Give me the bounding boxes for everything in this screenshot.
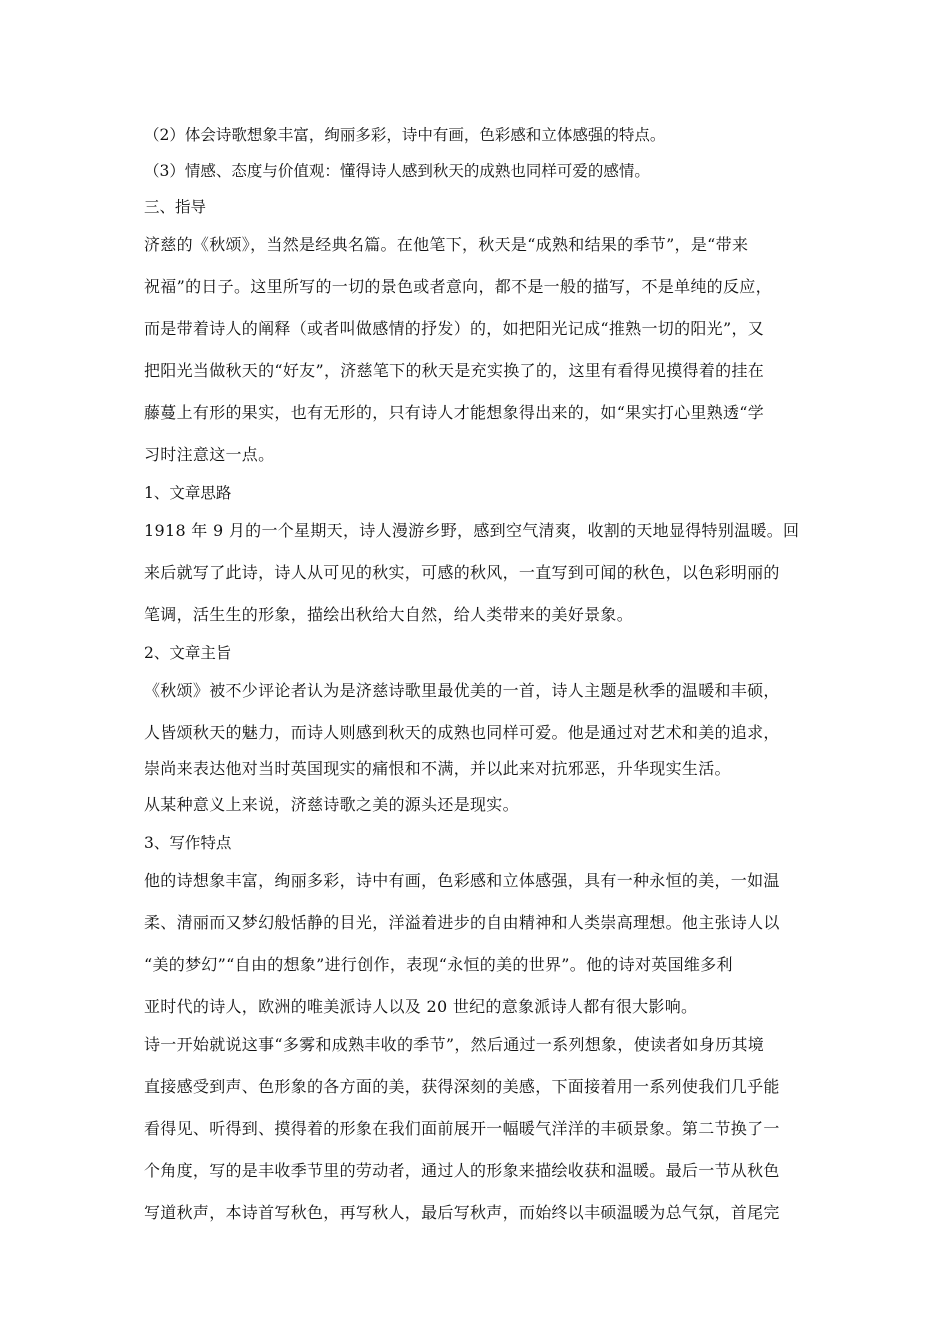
paragraph-line: 亚时代的诗人，欧洲的唯美派诗人以及 20 世纪的意象派诗人都有很大影响。 bbox=[144, 997, 698, 1016]
paragraph-line: 诗一开始就说这事“多雾和成熟丰收的季节”，然后通过一系列想象，使读者如身历其境 bbox=[144, 1035, 765, 1054]
paragraph-line: 藤蔓上有形的果实，也有无形的，只有诗人才能想象得出来的，如“果实打心里熟透“学 bbox=[144, 403, 765, 422]
section-1-heading: 1、文章思路 bbox=[144, 484, 232, 502]
paragraph-line: 习时注意这一点。 bbox=[144, 445, 275, 464]
paragraph-line: 从某种意义上来说，济慈诗歌之美的源头还是现实。 bbox=[144, 795, 519, 814]
objective-item-2: （2）体会诗歌想象丰富，绚丽多彩，诗中有画，色彩感和立体感强的特点。 bbox=[144, 126, 666, 144]
paragraph-line: “美的梦幻”“自由的想象”进行创作，表现“永恒的美的世界”。他的诗对英国维多利 bbox=[144, 955, 733, 974]
paragraph-line: 1918 年 9 月的一个星期天，诗人漫游乡野，感到空气清爽，收割的天地显得特别温暖。回 bbox=[144, 521, 800, 540]
paragraph-line: 济慈的《秋颂》，当然是经典名篇。在他笔下，秋天是“成熟和结果的季节”，是“带来 bbox=[144, 235, 749, 254]
guidance-heading: 三、指导 bbox=[144, 198, 207, 216]
paragraph-line: 写道秋声，本诗首写秋色，再写秋人，最后写秋声，而始终以丰硕温暖为总气氛，首尾完 bbox=[144, 1203, 780, 1222]
paragraph-line: 人皆颂秋天的魅力，而诗人则感到秋天的成熟也同样可爱。他是通过对艺术和美的追求， bbox=[144, 723, 780, 742]
objective-item-3: （3）情感、态度与价值观：懂得诗人感到秋天的成熟也同样可爱的感情。 bbox=[144, 162, 650, 180]
paragraph-line: 看得见、听得到、摸得着的形象在我们面前展开一幅暖气洋洋的丰硕景象。第二节换了一 bbox=[144, 1119, 780, 1138]
paragraph-line: 个角度，写的是丰收季节里的劳动者，通过人的形象来描绘收获和温暖。最后一节从秋色 bbox=[144, 1161, 780, 1180]
paragraph-line: 《秋颂》被不少评论者认为是济慈诗歌里最优美的一首，诗人主题是秋季的温暖和丰硕， bbox=[144, 681, 780, 700]
paragraph-line: 他的诗想象丰富，绚丽多彩，诗中有画，色彩感和立体感强，具有一种永恒的美，一如温 bbox=[144, 871, 780, 890]
paragraph-line: 来后就写了此诗，诗人从可见的秋实，可感的秋风，一直写到可闻的秋色，以色彩明丽的 bbox=[144, 563, 780, 582]
paragraph-line: 而是带着诗人的阐释（或者叫做感情的抒发）的，如把阳光记成“推熟一切的阳光”，又 bbox=[144, 319, 765, 338]
paragraph-line: 崇尚来表达他对当时英国现实的痛恨和不满，并以此来对抗邪恶，升华现实生活。 bbox=[144, 759, 731, 778]
paragraph-line: 把阳光当做秋天的“好友”，济慈笔下的秋天是充实换了的，这里有看得见摸得着的挂在 bbox=[144, 361, 765, 380]
paragraph-line: 直接感受到声、色形象的各方面的美，获得深刻的美感，下面接着用一系列使我们几乎能 bbox=[144, 1077, 780, 1096]
paragraph-line: 祝福”的日子。这里所写的一切的景色或者意向，都不是一般的描写，不是单纯的反应， bbox=[144, 277, 772, 296]
paragraph-line: 柔、清丽而又梦幻般恬静的目光，洋溢着进步的自由精神和人类崇高理想。他主张诗人以 bbox=[144, 913, 780, 932]
section-2-heading: 2、文章主旨 bbox=[144, 644, 232, 662]
section-3-heading: 3、写作特点 bbox=[144, 834, 232, 852]
paragraph-line: 笔调，活生生的形象，描绘出秋给大自然，给人类带来的美好景象。 bbox=[144, 605, 634, 624]
